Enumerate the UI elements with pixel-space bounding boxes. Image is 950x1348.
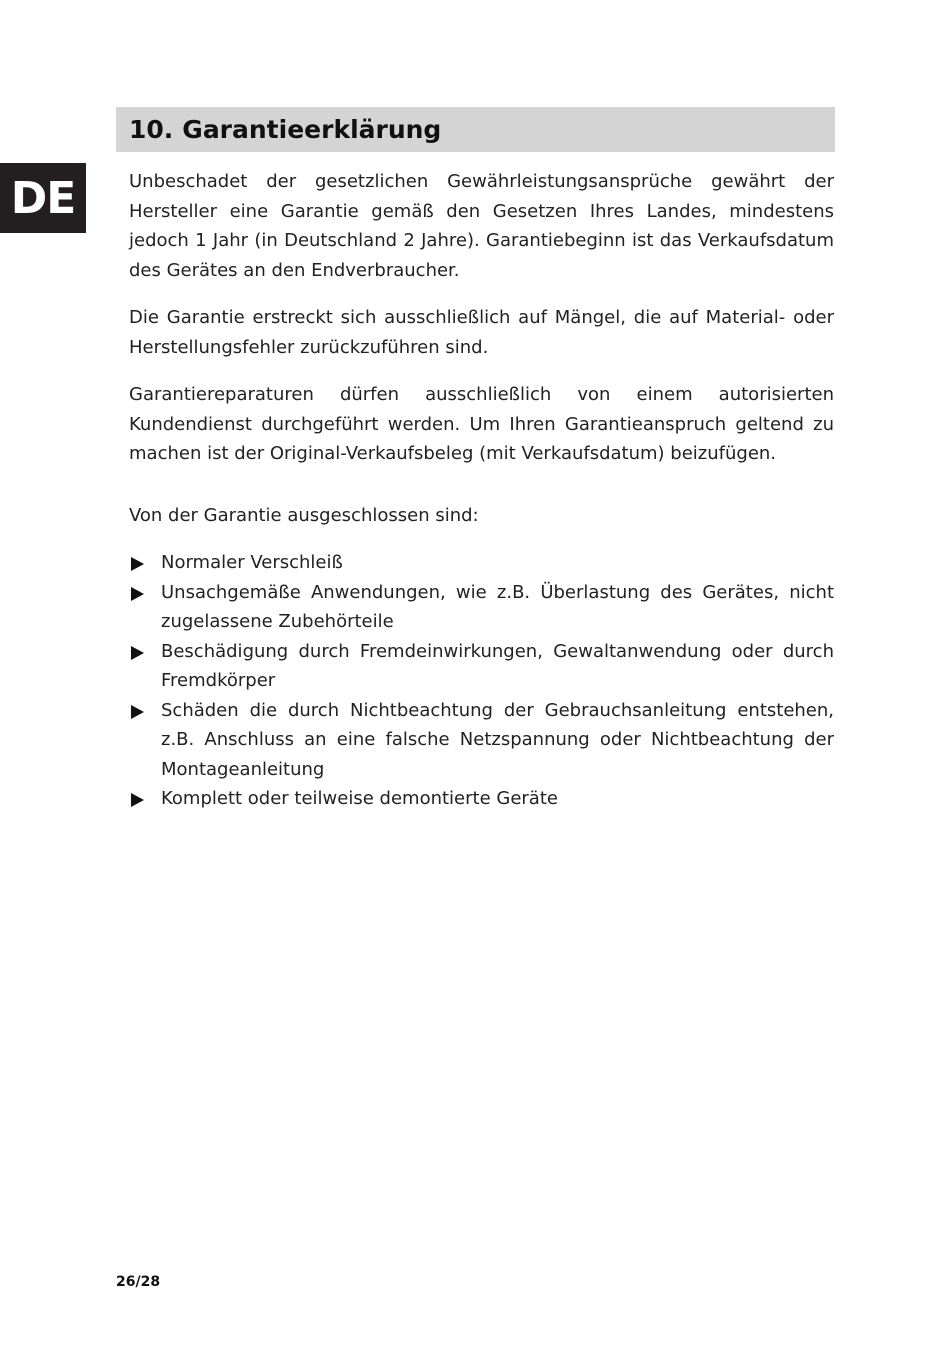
list-item [129, 784, 834, 814]
exclusions-intro: Von der Garantie ausgeschlossen sind: [129, 504, 479, 526]
list-item-text: Unsachgemäße Anwendungen, wie z.B. Überlastung des Gerätes, nicht zugelassene Zubehörteile [161, 581, 834, 632]
section-header [116, 107, 835, 152]
list-item-text: Schäden die durch Nichtbeachtung der Gebrauchsanleitung entstehen, z.B. Anschluss an eine falsche Netzspannung oder Nichtbeachtung der Montageanleitung [161, 699, 834, 780]
triangle-bullet-icon [131, 793, 144, 807]
list-item-text: Komplett oder teilweise demontierte Geräte [161, 788, 558, 809]
document-body [129, 167, 834, 814]
list-item-text: Beschädigung durch Fremdeinwirkungen, Gewaltanwendung oder durch Fremdkörper [161, 640, 834, 691]
list-item [129, 578, 834, 637]
triangle-bullet-icon [131, 587, 144, 601]
section-title [129, 115, 441, 144]
list-item-text: Normaler Verschleiß [161, 552, 343, 573]
paragraph-warranty-terms: Unbeschadet der gesetzlichen Gewährleistungsansprüche gewährt der Hersteller eine Garantie gemäß den Gesetzen Ihres Landes, mindestens jedoch 1 Jahr (in Deutschland 2 Jahre). Garantiebeginn ist das Verkaufsdatum des Gerätes an den Endverbraucher. [129, 171, 834, 281]
section-title-text: Garantieerklärung [182, 115, 442, 144]
list-item [129, 637, 834, 696]
page-number: 26/28 [116, 1274, 161, 1290]
language-tab: DE [0, 163, 86, 233]
paragraph-warranty-repairs: Garantiereparaturen dürfen ausschließlich von einem autorisierten Kundendienst durchgeführt werden. Um Ihren Garantieanspruch geltend zu machen ist der Original-Verkaufsbeleg (mit Verkaufsdatum) beizufügen. [129, 384, 834, 464]
list-item [129, 696, 834, 785]
triangle-bullet-icon [131, 705, 144, 719]
exclusions-list [129, 548, 834, 814]
triangle-bullet-icon [131, 646, 144, 660]
list-item [129, 548, 834, 578]
section-number: 10. [129, 115, 174, 144]
triangle-bullet-icon [131, 557, 144, 571]
paragraph-warranty-scope: Die Garantie erstreckt sich ausschließlich auf Mängel, die auf Material- oder Herstellungsfehler zurückzuführen sind. [129, 307, 834, 358]
